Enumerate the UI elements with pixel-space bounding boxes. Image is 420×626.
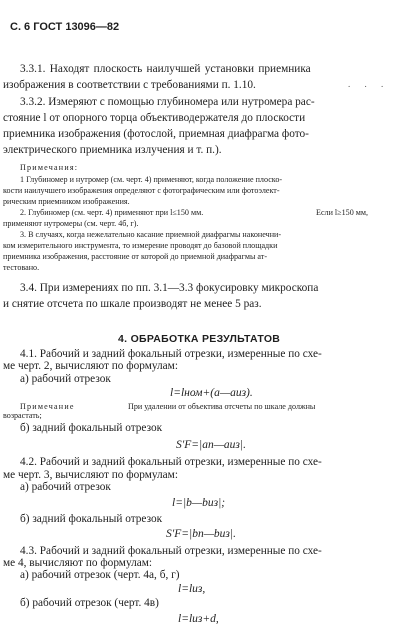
paragraph-42-line-2: ме черт. 3, вычисляют по формулам: [3,468,178,481]
dot-leader: . . . [348,79,390,89]
note-title: Примечание [20,402,75,412]
paragraph-43-line-1: 4.3. Рабочий и задний фокальный отрезки, измеренные по схе- [20,544,322,557]
item-42a: а) рабочий отрезок [20,481,111,494]
note-line: приемника изображения, расстояние от которой до приемной диафрагмы ат- [3,252,268,261]
paragraph-41-line-2: ме черт. 2, вычисляют по формулам: [3,360,178,373]
formula-4: S′F=|bп—bиз|. [166,528,236,541]
item-43b: б) рабочий отрезок (черт. 4в) [20,597,159,610]
formula-1: l=lном+(a—aиз). [170,387,253,400]
note-line: 1 Глубиномер и нутромер (см. черт. 4) применяют, когда положение плоско- [20,175,283,184]
note-line: Если l≥150 мм, [316,208,369,217]
note-line: тестовано. [3,263,40,272]
paragraph-332-line-1: 3.3.2. Измеряют с помощью глубиномера или нутромера рас- [20,96,315,108]
paragraph-42-line-1: 4.2. Рабочий и задний фокальный отрезки, измеренные по схе- [20,456,322,469]
paragraph-34-line-1: 3.4. При измерениях по пп. 3.1—3.3 фокусировку микроскопа [20,282,319,294]
paragraph-43-line-2: ме 4, вычисляют по формулам: [3,556,153,569]
paragraph-331-line-1: 3.3.1. Находят плоскость наилучшей установки приемника [20,63,311,75]
page-header: С. 6 ГОСТ 13096—82 [10,21,120,33]
item-43a: а) рабочий отрезок (черт. 4а, б, г) [20,569,180,582]
note-text-line-2: возрастать; [3,411,42,421]
formula-2: S′F=|aп—aиз|. [176,439,246,452]
item-41a: а) рабочий отрезок [20,372,111,385]
note-line: применяют нутромеры (см. черт. 4б, г). [3,219,139,228]
section-4-heading: 4. ОБРАБОТКА РЕЗУЛЬТАТОВ [118,333,281,346]
note-text-line-1: При удалении от объектива отсчеты по шкале должны [128,402,316,412]
paragraph-41-line-1: 4.1. Рабочий и задний фокальный отрезки, измеренные по схе- [20,347,322,360]
paragraph-332-line-4: электрического приемника излучения и т. п.). [3,144,222,156]
item-42b: б) задний фокальный отрезок [20,512,163,525]
paragraph-332-line-2: стояние l от опорного торца объективодержателя до плоскости [3,112,306,124]
item-41b: б) задний фокальный отрезок [20,422,163,435]
formula-3: l=|b—bиз|; [172,496,226,509]
notes-title: Примечания: [20,163,79,172]
note-line: кости наилучшего изображения определяют с фотографическим или фотоэлект- [3,186,280,195]
note-line: ком измерительного инструмента, то измерение проводят до базовой площадки [3,241,278,250]
note-line: 3. В случаях, когда нежелательно касание приемной диафрагмы наконечни- [20,230,282,239]
formula-6: l=lиз+d, [178,612,219,625]
paragraph-34-line-2: и снятие отсчета по шкале производят не менее 5 раз. [3,298,262,310]
note-line: рическим приемником изображения. [3,197,130,206]
paragraph-332-line-3: приемника изображения (фотослой, приемная диафрагма фото- [3,128,309,140]
note-line: 2. Глубиномер (см. черт. 4) применяют при l≤150 мм. [20,208,204,217]
paragraph-331-line-2: изображения в соответствии с требованиями п. 1.10. [3,79,256,91]
formula-5: l=lиз, [178,583,206,596]
